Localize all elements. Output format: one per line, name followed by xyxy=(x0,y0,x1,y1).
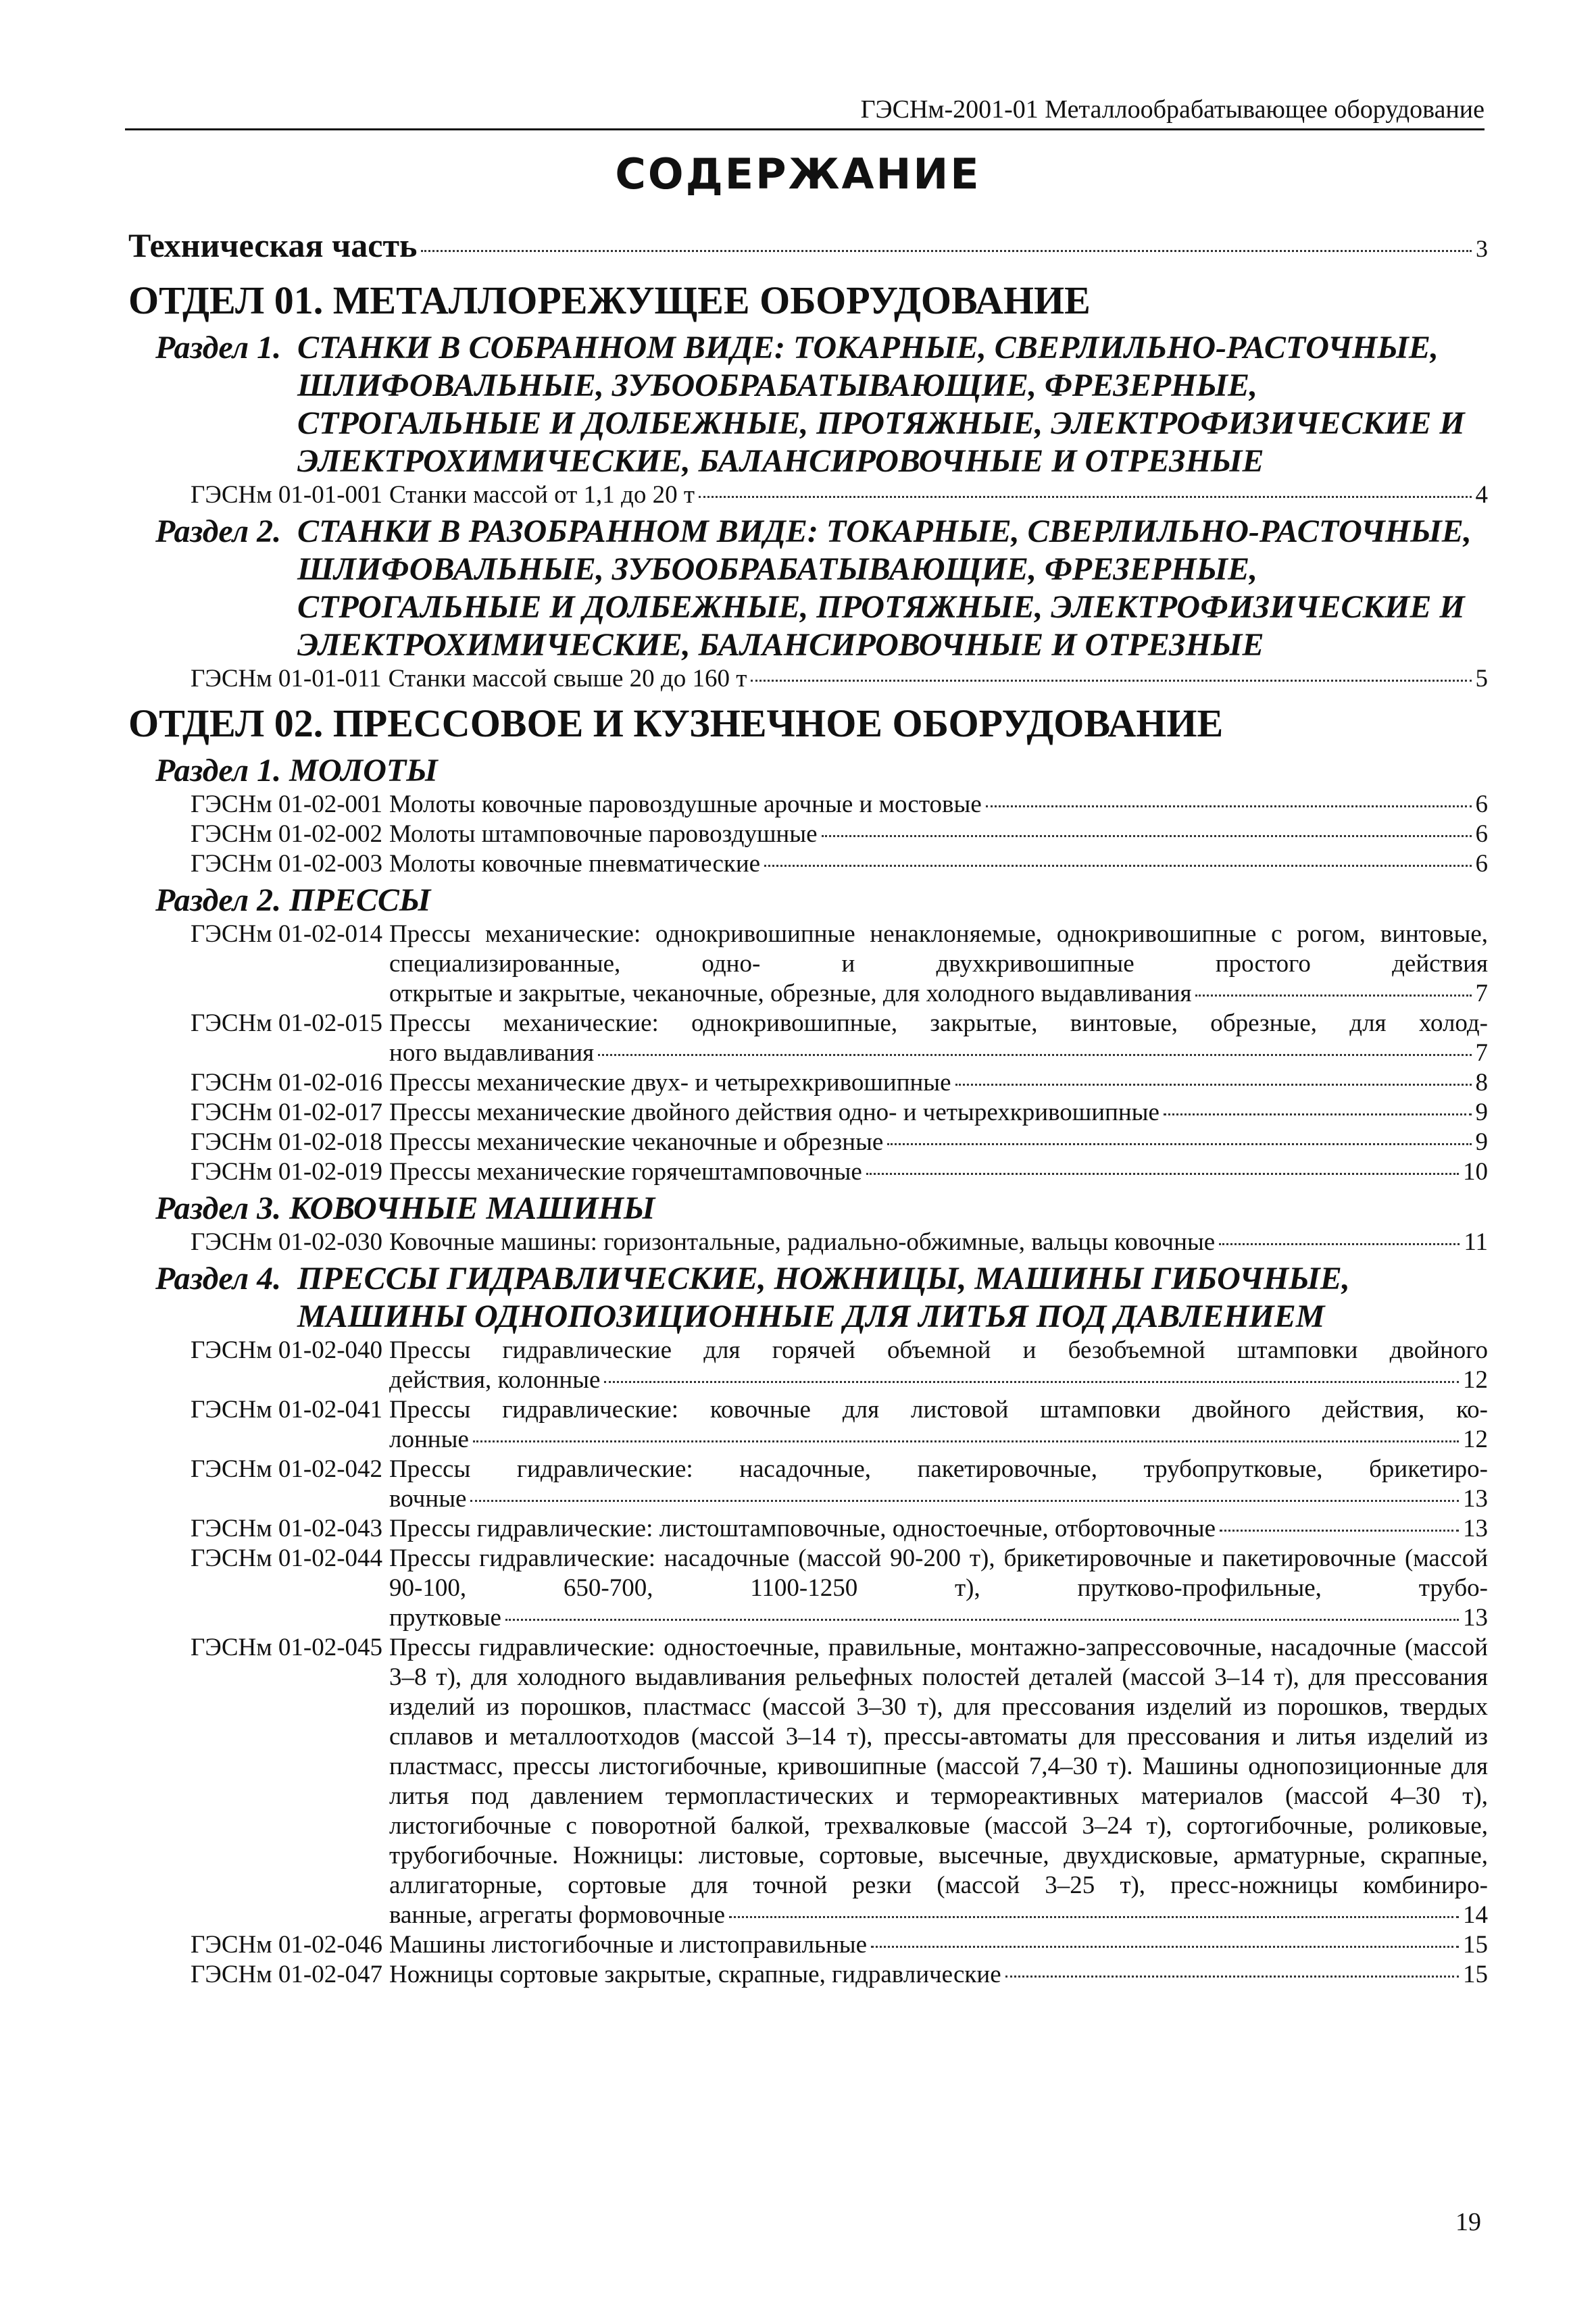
item-text: Станки массой от 1,1 до 20 т xyxy=(389,481,695,509)
section-title: СТАНКИ В СОБРАННОМ ВИДЕ: ТОКАРНЫЕ, СВЕРЛИЛЬНО-РАСТОЧНЫЕ, ШЛИФОВАЛЬНЫЕ, ЗУБООБРАБАТЫВАЮЩИЕ, ФРЕЗЕРНЫЕ, СТРОГАЛЬНЫЕ И ДОЛБЕЖНЫЕ, ПРОТЯЖНЫЕ, ЭЛЕКТРОФИЗИЧЕСКИЕ И ЭЛЕКТРОХИМИЧЕСКИЕ, БАЛАНСИРОВОЧНЫЕ И ОТРЕЗНЫЕ xyxy=(297,330,1465,479)
item-code: ГЭСНм 01-02-016 xyxy=(191,1069,383,1097)
item-last-line xyxy=(389,1228,1488,1257)
toc-item[interactable] xyxy=(191,1157,1488,1187)
toc-item[interactable] xyxy=(191,1514,1488,1544)
item-body xyxy=(389,1514,1488,1544)
item-code: ГЭСНм 01-02-015 xyxy=(191,1009,383,1037)
toc-item[interactable] xyxy=(191,664,1488,694)
item-body xyxy=(389,1228,1488,1257)
item-text: вочные xyxy=(389,1485,467,1513)
dot-leader xyxy=(1005,1976,1459,1978)
item-body xyxy=(389,480,1488,510)
dot-leader xyxy=(871,1946,1459,1948)
toc-item[interactable] xyxy=(191,820,1488,849)
dot-leader xyxy=(505,1619,1459,1621)
toc-item[interactable] xyxy=(191,849,1488,879)
item-body xyxy=(389,1009,1488,1068)
section-title: ПРЕССЫ xyxy=(289,882,431,918)
section-label: Раздел 2. xyxy=(155,882,282,918)
toc-page-number: 5 xyxy=(1475,665,1488,693)
item-code: ГЭСНм 01-02-001 xyxy=(191,790,383,818)
section-title: МОЛОТЫ xyxy=(289,753,438,788)
section-label: Раздел 1. xyxy=(155,753,282,788)
item-code: ГЭСНм 01-02-040 xyxy=(191,1336,383,1364)
toc-page-number: 11 xyxy=(1464,1228,1488,1256)
item-code: ГЭСНм 01-02-017 xyxy=(191,1099,383,1126)
item-last-line xyxy=(389,1514,1488,1544)
section-title: СТАНКИ В РАЗОБРАННОМ ВИДЕ: ТОКАРНЫЕ, СВЕРЛИЛЬНО-РАСТОЧНЫЕ, ШЛИФОВАЛЬНЫЕ, ЗУБООБРАБАТЫВАЮЩИЕ, ФРЕЗЕРНЫЕ, СТРОГАЛЬНЫЕ И ДОЛБЕЖНЫЕ, ПРОТЯЖНЫЕ, ЭЛЕКТРОФИЗИЧЕСКИЕ И ЭЛЕКТРОХИМИЧЕСКИЕ, БАЛАНСИРОВОЧНЫЕ И ОТРЕЗНЫЕ xyxy=(297,513,1472,663)
dot-leader xyxy=(1164,1113,1472,1115)
running-header: ГЭСНм-2001-01 Металлообрабатывающее оборудование xyxy=(125,93,1485,130)
item-body xyxy=(389,790,1488,820)
section-heading[interactable] xyxy=(155,513,1488,664)
toc-item[interactable] xyxy=(191,1395,1488,1455)
toc-page-number: 6 xyxy=(1475,850,1488,878)
section-label: Раздел 2. xyxy=(155,513,282,549)
item-body xyxy=(389,664,1488,694)
item-text: Прессы механические двух- и четырехкривошипные xyxy=(389,1069,951,1097)
section-heading[interactable] xyxy=(155,882,1488,920)
section-title: ПРЕССЫ ГИДРАВЛИЧЕСКИЕ, НОЖНИЦЫ, МАШИНЫ ГИБОЧНЫЕ, МАШИНЫ ОДНОПОЗИЦИОННЫЕ ДЛЯ ЛИТЬЯ ПОД ДАВЛЕНИЕМ xyxy=(297,1261,1350,1334)
item-text: Машины листогибочные и листоправильные xyxy=(389,1931,868,1959)
page-number: 19 xyxy=(1455,2208,1481,2236)
toc-page-number: 8 xyxy=(1475,1069,1488,1097)
toc-page-number: 13 xyxy=(1463,1485,1488,1513)
dot-leader xyxy=(1220,1530,1459,1532)
item-body xyxy=(389,920,1488,1009)
section-heading[interactable] xyxy=(155,329,1488,480)
toc-item[interactable] xyxy=(191,1455,1488,1514)
item-body xyxy=(389,849,1488,879)
toc-item[interactable] xyxy=(191,1009,1488,1068)
item-code: ГЭСНм 01-02-045 xyxy=(191,1634,383,1661)
toc-item[interactable] xyxy=(191,1930,1488,1960)
dot-leader xyxy=(751,680,1471,682)
item-last-line xyxy=(389,480,1488,510)
table-of-contents xyxy=(128,223,1488,1990)
item-last-line xyxy=(389,1425,1488,1455)
item-text: Прессы механические: однокривошипные, закрытые, винтовые, обрезные, для холод- xyxy=(389,1009,1488,1037)
toc-item[interactable] xyxy=(191,1128,1488,1157)
section-label: Раздел 1. xyxy=(155,330,282,366)
item-text: Прессы механические двойного действия одно- и четырехкривошипные xyxy=(389,1099,1159,1126)
item-code: ГЭСНм 01-02-043 xyxy=(191,1515,383,1542)
toc-page-number: 14 xyxy=(1463,1901,1488,1929)
dot-leader xyxy=(604,1381,1459,1383)
item-last-line xyxy=(389,790,1488,820)
item-code: ГЭСНм 01-01-001 xyxy=(191,481,383,509)
section-heading[interactable] xyxy=(155,1260,1488,1336)
item-text: Молоты ковочные паровоздушные арочные и мостовые xyxy=(389,790,982,818)
toc-page-number: 12 xyxy=(1463,1426,1488,1453)
item-body xyxy=(389,820,1488,849)
department-heading[interactable]: ОТДЕЛ 01. МЕТАЛЛОРЕЖУЩЕЕ ОБОРУДОВАНИЕ xyxy=(128,278,1091,322)
item-body xyxy=(389,1633,1488,1930)
item-code: ГЭСНм 01-01-011 xyxy=(191,665,382,693)
department-heading[interactable]: ОТДЕЛ 02. ПРЕССОВОЕ И КУЗНЕЧНОЕ ОБОРУДОВАНИЕ xyxy=(128,701,1224,745)
item-code: ГЭСНм 01-02-018 xyxy=(191,1128,383,1156)
item-code: ГЭСНм 01-02-019 xyxy=(191,1158,383,1186)
toc-page-number: 13 xyxy=(1463,1604,1488,1632)
dot-leader xyxy=(866,1173,1459,1175)
item-last-line xyxy=(389,979,1488,1009)
toc-page-number: 4 xyxy=(1475,481,1488,509)
item-last-line xyxy=(389,820,1488,849)
item-text: Прессы механические: однокривошипные ненаклоняемые, однокривошипные с рогом, винтовые, специализированные, одно- и двухкривошипные простого действия xyxy=(389,920,1488,978)
dot-leader xyxy=(598,1054,1471,1056)
item-last-line xyxy=(389,1484,1488,1514)
item-code: ГЭСНм 01-02-046 xyxy=(191,1931,383,1959)
item-text: ванные, агрегаты формовочные xyxy=(389,1901,726,1929)
item-body xyxy=(389,1930,1488,1960)
toc-page-number: 6 xyxy=(1475,790,1488,818)
department-list xyxy=(128,275,1488,1990)
item-text: Прессы гидравлические: одностоечные, правильные, монтажно-запрессовочные, насадочные (массой 3–8 т), для холодного выдавливания рельефных полостей деталей (массой 3–14 т), для прессования изделий из порошков, пластмасс (массой 3–30 т), для прессования изделий из порошков, твердых сплавов и металлоотходов (массой 3–14 т), прессы-автоматы для прессования и литья изделий из пластмасс, прессы листогибочные, кривошипные (массой 7,4–30 т). Машины однопозиционные для литья под давлением термопластических и термореактивных материалов (массой 4–30 т), листогибочные с поворотной балкой, трехвалковые (массой 3–24 т), сортогибочные, роликовые, трубогибочные. Ножницы: листовые, сортовые, высечные, двухдисковые, арматурные, скрапные, аллигаторные, сортовые для точной резки (массой 3–25 т), пресс-ножницы комбиниро- xyxy=(389,1634,1488,1899)
toc-page-number: 15 xyxy=(1463,1931,1488,1959)
item-text: прутковые xyxy=(389,1604,501,1632)
dot-leader xyxy=(473,1440,1459,1442)
item-last-line xyxy=(389,1068,1488,1098)
item-code: ГЭСНм 01-02-044 xyxy=(191,1544,383,1572)
dot-leader xyxy=(955,1084,1472,1086)
item-text: Молоты ковочные пневматические xyxy=(389,850,761,878)
item-body xyxy=(389,1544,1488,1633)
dot-leader xyxy=(1195,995,1471,997)
item-body xyxy=(389,1455,1488,1514)
toc-page-number: 9 xyxy=(1475,1099,1488,1126)
toc-item[interactable] xyxy=(191,480,1488,510)
dot-leader xyxy=(887,1143,1471,1145)
dot-leader xyxy=(1219,1243,1460,1245)
item-code: ГЭСНм 01-02-014 xyxy=(191,920,383,948)
section-label: Раздел 3. xyxy=(155,1190,282,1226)
page-title: СОДЕРЖАНИЕ xyxy=(615,149,981,199)
item-code: ГЭСНм 01-02-003 xyxy=(191,850,383,878)
toc-page-number: 9 xyxy=(1475,1128,1488,1156)
item-last-line xyxy=(389,1128,1488,1157)
toc-technical-part[interactable] xyxy=(128,223,1488,271)
toc-item[interactable] xyxy=(191,1068,1488,1098)
toc-item[interactable] xyxy=(191,1336,1488,1395)
item-last-line xyxy=(389,1098,1488,1128)
toc-item[interactable] xyxy=(191,1098,1488,1128)
section-label: Раздел 4. xyxy=(155,1261,282,1297)
item-last-line xyxy=(389,1603,1488,1633)
item-body xyxy=(389,1336,1488,1395)
item-text: ного выдавливания xyxy=(389,1039,595,1067)
section-heading[interactable] xyxy=(155,1190,1488,1228)
item-last-line xyxy=(389,1365,1488,1395)
item-text: Прессы гидравлические: листоштамповочные, одностоечные, отбортовочные xyxy=(389,1515,1216,1542)
item-text: Прессы механические чеканочные и обрезные xyxy=(389,1128,884,1156)
toc-item[interactable] xyxy=(191,1960,1488,1990)
dot-leader xyxy=(699,496,1472,498)
item-text: Прессы гидравлические для горячей объемной и безобъемной штамповки двойного xyxy=(389,1336,1488,1364)
item-text: Прессы механические горячештамповочные xyxy=(389,1158,862,1186)
dot-leader xyxy=(470,1500,1459,1502)
dot-leader xyxy=(729,1916,1459,1918)
toc-page-number: 7 xyxy=(1475,1039,1488,1067)
dot-leader xyxy=(822,835,1472,837)
item-code: ГЭСНм 01-02-002 xyxy=(191,820,383,848)
item-text: Прессы гидравлические: насадочные, пакетировочные, трубопрутковые, брикетиро- xyxy=(389,1455,1488,1483)
item-last-line xyxy=(389,1157,1488,1187)
toc-page-number: 6 xyxy=(1475,820,1488,848)
item-last-line xyxy=(389,1960,1488,1990)
item-last-line xyxy=(389,1038,1488,1068)
item-last-line xyxy=(389,1901,1488,1930)
toc-item[interactable] xyxy=(191,1228,1488,1257)
item-text: Молоты штамповочные паровоздушные xyxy=(389,820,818,848)
section-heading[interactable] xyxy=(155,752,1488,790)
item-body xyxy=(389,1128,1488,1157)
toc-item[interactable] xyxy=(191,790,1488,820)
item-text: Ковочные машины: горизонтальные, радиально-обжимные, вальцы ковочные xyxy=(389,1228,1216,1256)
toc-page-number: 3 xyxy=(1476,235,1488,262)
item-text: Станки массой свыше 20 до 160 т xyxy=(388,665,747,693)
item-text: лонные xyxy=(389,1426,469,1453)
item-code: ГЭСНм 01-02-047 xyxy=(191,1961,383,1988)
toc-page-number: 12 xyxy=(1463,1366,1488,1394)
toc-page-number: 15 xyxy=(1463,1961,1488,1988)
item-body xyxy=(389,1395,1488,1455)
item-body xyxy=(389,1098,1488,1128)
item-text: Прессы гидравлические: насадочные (массой 90-200 т), брикетировочные и пакетировочные (массой 90-100, 650-700, 1100-1250 т), прутково-профильные, трубо- xyxy=(389,1544,1488,1602)
item-last-line xyxy=(389,1930,1488,1960)
dot-leader xyxy=(421,250,1472,252)
item-code: ГЭСНм 01-02-030 xyxy=(191,1228,383,1256)
item-code: ГЭСНм 01-02-041 xyxy=(191,1396,383,1424)
item-text: открытые и закрытые, чеканочные, обрезные, для холодного выдавливания xyxy=(389,980,1192,1007)
item-last-line xyxy=(389,664,1488,694)
item-text: Ножницы сортовые закрытые, скрапные, гидравлические xyxy=(389,1961,1001,1988)
toc-page-number: 13 xyxy=(1463,1515,1488,1542)
item-text: Прессы гидравлические: ковочные для листовой штамповки двойного действия, ко- xyxy=(389,1396,1488,1424)
item-last-line xyxy=(389,849,1488,879)
dot-leader xyxy=(764,865,1471,867)
dot-leader xyxy=(986,805,1472,807)
item-code: ГЭСНм 01-02-042 xyxy=(191,1455,383,1483)
section-title: КОВОЧНЫЕ МАШИНЫ xyxy=(289,1190,655,1226)
toc-item[interactable] xyxy=(191,1633,1488,1930)
toc-item[interactable] xyxy=(191,920,1488,1009)
toc-entry-label: Техническая часть xyxy=(128,226,418,264)
item-body xyxy=(389,1157,1488,1187)
item-body xyxy=(389,1068,1488,1098)
toc-page-number: 10 xyxy=(1463,1158,1488,1186)
item-body xyxy=(389,1960,1488,1990)
item-text: действия, колонные xyxy=(389,1366,601,1394)
toc-item[interactable] xyxy=(191,1544,1488,1633)
toc-page-number: 7 xyxy=(1475,980,1488,1007)
